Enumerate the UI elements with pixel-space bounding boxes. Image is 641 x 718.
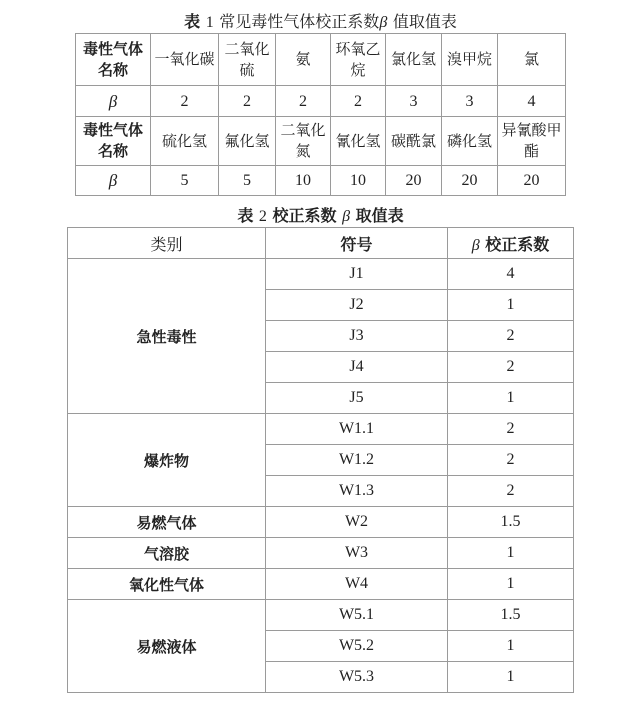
- header-row: [68, 228, 574, 259]
- value-cell: 1: [448, 569, 574, 600]
- gas-name-cell: 氨: [276, 34, 331, 86]
- value-cell: 2: [448, 445, 574, 476]
- gas-name-cell: 氰化氢: [331, 117, 386, 166]
- value-cell: 2: [448, 352, 574, 383]
- symbol-cell: J1: [266, 259, 448, 290]
- beta-value-cell: 10: [331, 166, 386, 196]
- symbol-cell: J3: [266, 321, 448, 352]
- symbol-cell: W1.2: [266, 445, 448, 476]
- beta-symbol: β: [379, 14, 388, 31]
- gas-name-cell: 磷化氢: [442, 117, 498, 166]
- category-cell: 氧化性气体: [68, 569, 266, 600]
- toxic-gas-beta-table: [75, 33, 566, 196]
- symbol-cell: W1.3: [266, 476, 448, 507]
- beta-symbol: β: [342, 208, 351, 225]
- caption-text: 值取值表: [392, 12, 457, 31]
- gas-name-cell: 硫化氢: [151, 117, 219, 166]
- beta-value-cell: 3: [442, 86, 498, 117]
- gas-name-cell: 一氧化碳: [151, 34, 219, 86]
- table-row: [76, 86, 566, 117]
- beta-value-cell: 4: [498, 86, 566, 117]
- beta-value-cell: 3: [386, 86, 442, 117]
- table-row: [68, 507, 574, 538]
- table-row: [68, 569, 574, 600]
- symbol-cell: W5.2: [266, 631, 448, 662]
- beta-value-cell: 2: [151, 86, 219, 117]
- beta-value-cell: 10: [276, 166, 331, 196]
- caption-text: 取值表: [355, 206, 404, 225]
- symbol-cell: W3: [266, 538, 448, 569]
- caption-text: 常见毒性气体校正系数: [219, 12, 380, 31]
- caption-prefix: 表: [184, 12, 201, 31]
- category-cell: 爆炸物: [68, 414, 266, 507]
- symbol-cell: J5: [266, 383, 448, 414]
- table-row: [68, 538, 574, 569]
- category-cell: 气溶胶: [68, 538, 266, 569]
- beta-row-header: β: [76, 86, 151, 117]
- value-cell: 1: [448, 538, 574, 569]
- symbol-cell: J4: [266, 352, 448, 383]
- category-cell: 易燃气体: [68, 507, 266, 538]
- symbol-cell: W1.1: [266, 414, 448, 445]
- table-row: [68, 600, 574, 631]
- gas-name-cell: 氯: [498, 34, 566, 86]
- symbol-cell: W5.1: [266, 600, 448, 631]
- beta-value-cell: 20: [442, 166, 498, 196]
- beta-value-cell: 5: [219, 166, 276, 196]
- beta-value-cell: 2: [331, 86, 386, 117]
- beta-value-cell: 20: [498, 166, 566, 196]
- value-cell: 1.5: [448, 507, 574, 538]
- value-cell: 2: [448, 476, 574, 507]
- value-cell: 2: [448, 414, 574, 445]
- value-cell: 1: [448, 662, 574, 693]
- gas-name-cell: 碳酰氯: [386, 117, 442, 166]
- caption-number: 2: [258, 208, 267, 225]
- category-cell: 易燃液体: [68, 600, 266, 693]
- gas-name-cell: 二氧化硫: [219, 34, 276, 86]
- caption-number: 1: [205, 14, 214, 31]
- correction-coefficient-table: [67, 227, 574, 693]
- gas-name-cell: 溴甲烷: [442, 34, 498, 86]
- beta-value-cell: 2: [219, 86, 276, 117]
- table-row: [76, 34, 566, 86]
- value-cell: 1.5: [448, 600, 574, 631]
- gas-name-cell: 异氰酸甲酯: [498, 117, 566, 166]
- symbol-cell: W5.3: [266, 662, 448, 693]
- header-symbol: 符号: [266, 228, 448, 259]
- table1-caption: [0, 9, 641, 32]
- category-cell: 急性毒性: [68, 259, 266, 414]
- value-cell: 4: [448, 259, 574, 290]
- beta-value-cell: 5: [151, 166, 219, 196]
- header-coefficient-label: 校正系数: [485, 234, 550, 254]
- symbol-cell: W2: [266, 507, 448, 538]
- gas-name-cell: 氯化氢: [386, 34, 442, 86]
- symbol-cell: W4: [266, 569, 448, 600]
- table-row: [68, 414, 574, 445]
- table-row: [76, 117, 566, 166]
- beta-value-cell: 2: [276, 86, 331, 117]
- header-category: 类别: [68, 228, 266, 259]
- caption-prefix: 表: [237, 206, 254, 225]
- value-cell: 2: [448, 321, 574, 352]
- header-coefficient: [448, 228, 574, 259]
- table-row: [68, 259, 574, 290]
- value-cell: 1: [448, 631, 574, 662]
- gas-name-cell: 二氧化氮: [276, 117, 331, 166]
- caption-text: 校正系数: [272, 206, 337, 225]
- beta-symbol: β: [471, 236, 480, 254]
- gas-name-cell: 氟化氢: [219, 117, 276, 166]
- beta-row-header: β: [76, 166, 151, 196]
- gas-name-cell: 环氧乙烷: [331, 34, 386, 86]
- value-cell: 1: [448, 290, 574, 321]
- row-header: 毒性气体名称: [76, 34, 151, 86]
- beta-value-cell: 20: [386, 166, 442, 196]
- value-cell: 1: [448, 383, 574, 414]
- row-header: 毒性气体名称: [76, 117, 151, 166]
- table-row: [76, 166, 566, 196]
- table2-caption: [0, 203, 641, 226]
- symbol-cell: J2: [266, 290, 448, 321]
